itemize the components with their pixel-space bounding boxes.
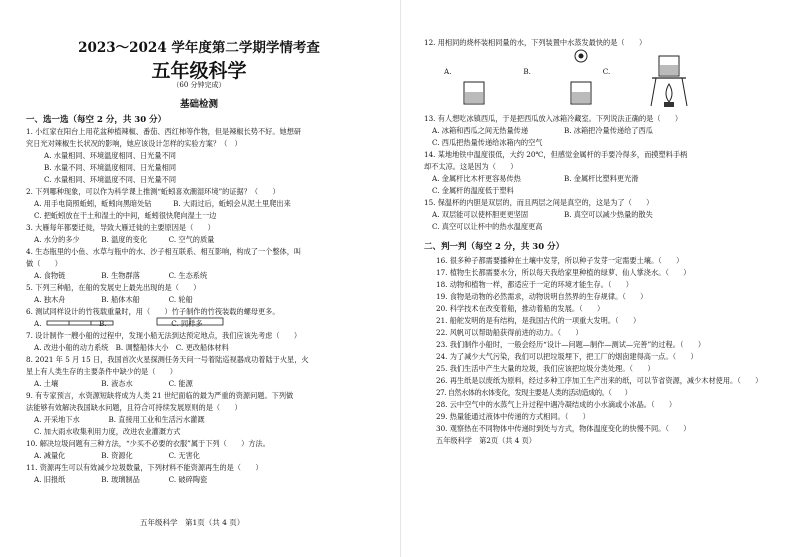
question-line: 做（ ）	[26, 259, 62, 268]
bamboo-thin-icon	[46, 318, 116, 328]
judge-line: 26. 再生纸是以废纸为原料，经过多种工序加工生产出来的纸，可以节省资源，减少木材使用。（ ）	[436, 376, 763, 385]
judge-line: 24. 为了减少大气污染，我们可以把垃圾埋下，把工厂的烟囱建得高一点。（ ）	[436, 352, 698, 361]
option-line: A. 水分的多少 B. 温度的变化 C. 空气的质量	[34, 235, 215, 244]
option-line: A. 改进小船的动力系统 B. 调整船体大小 C. 更改船体材料	[34, 343, 229, 352]
option-line: C. 水量相同、环境温度不同、日光量不同	[44, 175, 177, 184]
question-line: 10. 解决垃圾问题有三种方法，“少买不必要的衣服”属于下列（ ）方法。	[26, 439, 270, 448]
question-line: 7. 设计制作一艘小船的过程中，发现小船无法到达预定地点，我们应该先考虑（ ）	[26, 331, 302, 340]
time-note: （60 分钟完成）	[172, 81, 226, 89]
judge-line: 16. 很多种子都需要播种在土壤中发芽，所以种子发芽一定需要土壤。（ ）	[436, 256, 684, 265]
beaker-icon	[462, 80, 488, 106]
question-line: 2. 下列哪种现象，可以作为科学课上推测“蚯蚓喜欢潮湿环境”的证据？（ ）	[26, 187, 280, 196]
option-line: A. 冰箱和西瓜之间无热量传递 B. 冰箱把冷量传递给了西瓜	[432, 126, 653, 135]
subject-title: 五年级科学	[151, 60, 247, 82]
judge-line: 23. 我们制作小船时，一般会经历“设计—问题—制作—测试—完善”的过程。（ ）	[436, 340, 706, 349]
beaker-with-lamp-icon	[568, 48, 594, 108]
question-line: 12. 用相同的烧杯装相同量的水，下列装置中水蒸发最快的是（ ）	[424, 38, 647, 47]
exam-title: 2023～2024 学年度第二学期学情考查	[78, 40, 320, 56]
section-title: 基础检测	[179, 99, 218, 110]
question-line: 15. 保温杯的内胆是双层的，而且两层之间是真空的，这是为了（ ）	[424, 198, 654, 207]
option-line: A. 开采地下水 B. 直接用工业和生活污水灌溉	[34, 415, 205, 424]
right-page	[402, 0, 794, 557]
question-line: 13. 有人想吃冰镇西瓜，于是把西瓜放入冰箱冷藏室。下列说法正确的是（ ）	[424, 114, 683, 123]
question-line: 6. 测试同样设计的竹筏载重量时，用（ ）竹子制作的竹筏装载的螺母更多。	[26, 307, 280, 316]
question-line: 14. 某地地铁中温度很低，大约 20℃，但感觉金属杆的手要冷得多，而摸塑料手柄	[424, 150, 688, 159]
option-line: A. 水量相同、环境温度相同、日光量不同	[44, 151, 176, 160]
option-line: C. 真空可以让杯中的热水温度更高	[432, 222, 543, 231]
option-line: C. 西瓜把热量传递给冰箱内的空气	[432, 138, 543, 147]
option-line: A. B. C.	[444, 67, 611, 76]
option-line: C. 把蚯蚓放在干土和湿土的中间，蚯蚓很快爬向湿土一边	[34, 211, 217, 220]
option-line: B. 水量不同、环境温度相同、日光量相同	[44, 163, 177, 172]
option-line: A. 独木舟 B. 船体木船 C. 轮船	[34, 295, 193, 304]
part2-heading: 二、判一判（每空 2 分，共 30 分）	[424, 242, 565, 252]
part1-heading: 一、选一选（每空 2 分，共 30 分）	[26, 115, 167, 125]
page-divider	[400, 0, 401, 557]
option-line: C. 金属杆的温度低于塑料	[432, 186, 514, 195]
question-line: 9. 有专家预言，水资源短缺将成为人类 21 世纪面临的最为严重的资源问题。下列做	[26, 391, 294, 400]
judge-line: 21. 船舵发明的是有结构，是我国古代的一项重大发明。（ ）	[436, 316, 641, 325]
judge-line: 18. 动物和植物一样，都适应于一定的环境才能生存。（ ）	[436, 280, 633, 289]
question-line: 5. 下列三种船，在船的发展史上最先出现的是（ ）	[26, 283, 201, 292]
beaker-on-burner-icon	[648, 54, 690, 110]
option-line: A. 土壤 B. 液态水 C. 能源	[34, 379, 193, 388]
bamboo-thick-icon	[156, 316, 226, 328]
option-line: A. 旧报纸 B. 玻璃制品 C. 破碎陶瓷	[34, 475, 208, 484]
judge-line: 29. 热量能通过液体中传递的方式相同。（ ）	[436, 412, 590, 421]
judge-line: 27. 自然水体的水体变化，发现主要是人类的活动造成的。（ ）	[436, 388, 632, 397]
option-line: A. 食物链 B. 生物群落 C. 生态系统	[34, 271, 208, 280]
option-line: A. B. C. 同样多	[34, 319, 203, 328]
judge-line: 28. 云中空气中的水蒸气上升过程中遇冷凝结成的小水滴或小冰晶。（ ）	[436, 400, 677, 409]
question-line: 4. 生态瓶里的小鱼、水草与瓶中的水、沙子相互联系、相互影响，构成了一个整体，叫	[26, 247, 302, 256]
option-line: A. 双层能可以使杯胆更更坚固 B. 真空可以减少热量的散失	[432, 210, 653, 219]
option-line: A. 金属杆比木杆更容易传热 B. 金属杆比塑料更光滑	[432, 174, 639, 183]
question-line: 星上有人类生存的主要条件中缺少的是（ ）	[26, 367, 177, 376]
judge-line: 五年级科学 第2页（共 4 页）	[436, 436, 536, 445]
question-line: 3. 大雁每年都要迁徙，导致大雁迁徙的主要原因是（ ）	[26, 223, 215, 232]
question-line: 究日光对辣椒生长状况的影响，她应该设计怎样的实验方案？（ ）	[26, 139, 242, 148]
option-line: C. 加大雨水收集利用力度，改进农业灌溉方式	[34, 427, 181, 436]
question-line: 11. 资源再生可以有效减少垃圾数量，下列材料不能资源再生的是（ ）	[26, 463, 263, 472]
question-line: 8. 2021 年 5 月 15 日，我国首次火星探测任务天问一号着陆巡视器成功着陆于火星，火	[26, 355, 309, 364]
question-line: 法能够有效解决我国缺水问题，且符合可持续发展原则的是（ ）	[26, 403, 242, 412]
judge-line: 22. 风帆可以帮助船获得前进的动力。（ ）	[436, 328, 583, 337]
judge-line: 19. 食物是动物的必然需求，动物说明自然界的生存规律。（ ）	[436, 292, 648, 301]
judge-line: 17. 植物生长都需要水分，所以每天我给家里种植的绿萝、仙人掌浇水。（ ）	[436, 268, 691, 277]
question-line: 却不太凉。这是因为（ ）	[424, 162, 518, 171]
option-line: A. 用手电筒照蚯蚓，蚯蚓向黑暗处钻 B. 大雨过后，蚯蚓会从泥土里爬出来	[34, 199, 291, 208]
question-line: 1. 小红家在阳台上用花盆种植辣椒、番茄、西红柿等作物，但是辣椒长势不好。她想研	[26, 127, 302, 136]
option-line: A. 减量化 B. 资源化 C. 无害化	[34, 451, 200, 460]
judge-line: 25. 我们生活中产生大量的垃圾，我们应该把垃圾分类处理。（ ）	[436, 364, 655, 373]
judge-line: 20. 科学技术在改变着船，推动着船的发展。（ ）	[436, 304, 605, 313]
page-footer: 五年级科学 第1页（共 4 页）	[140, 518, 245, 527]
judge-line: 30. 观察热在不同物体中传递时到处与方式，物体温度变化的快慢不同。（ ）	[436, 424, 691, 433]
